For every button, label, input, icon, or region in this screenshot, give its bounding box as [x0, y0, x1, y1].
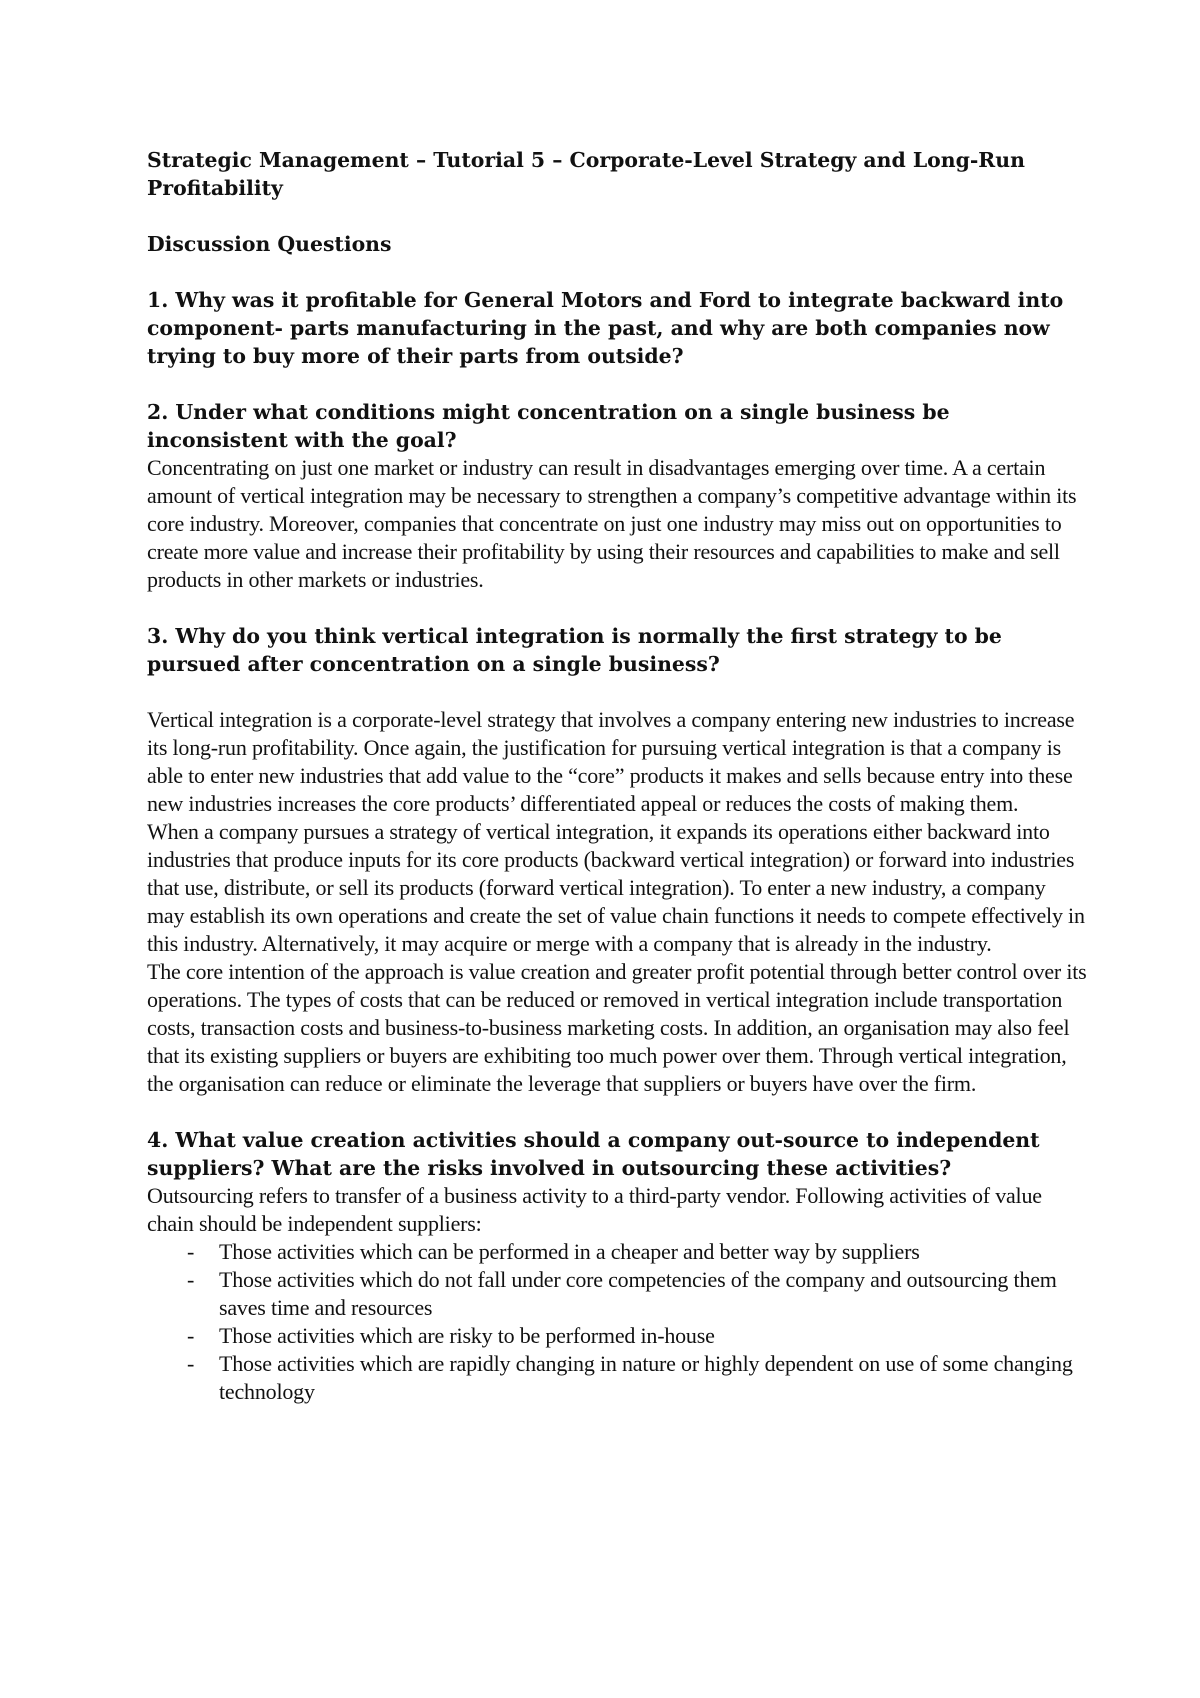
answer-4-intro: Outsourcing refers to transfer of a business activity to a third-party vendor. Following activities of value chain should be independent suppliers: [147, 1183, 1042, 1236]
list-item [147, 1238, 1087, 1266]
document-title: Strategic Management – Tutorial 5 – Corporate-Level Strategy and Long-Run Profitability [147, 148, 1025, 200]
list-item-text: Those activities which are risky to be performed in-house [219, 1323, 715, 1348]
document-body [147, 146, 1087, 1406]
section-heading: Discussion Questions [147, 232, 392, 256]
list-item-text: Those activities which are rapidly changing in nature or highly dependent on use of some changing technology [219, 1351, 1073, 1404]
question-2: 2. Under what conditions might concentration on a single business be inconsistent with the goal? [147, 400, 950, 452]
dash-bullet: - [187, 1351, 195, 1376]
dash-bullet: - [187, 1267, 195, 1292]
list-item [147, 1266, 1087, 1322]
question-4: 4. What value creation activities should a company out-source to independent suppliers? What are the risks involved in outsourcing these activities? [147, 1128, 1040, 1180]
list-item [147, 1350, 1087, 1406]
answer-3-paragraph-1: Vertical integration is a corporate-level strategy that involves a company entering new industries to increase its long-run profitability. Once again, the justification for pursuing vertical integration is that a company is able to enter new industries that add value to the “core” products it makes and sells because entry into these new industries increases the core products’ differentiated appeal or reduces the costs of making them. [147, 707, 1075, 816]
list-item-text: Those activities which do not fall under core competencies of the company and outsourcing them saves time and resources [219, 1267, 1057, 1320]
question-3: 3. Why do you think vertical integration is normally the first strategy to be pursued after concentration on a single business? [147, 624, 1002, 676]
answer-3-paragraph-3: The core intention of the approach is value creation and greater profit potential through better control over its operations. The types of costs that can be reduced or removed in vertical integration include transportation costs, transaction costs and business-to-business marketing costs. In addition, an organisation may also feel that its existing suppliers or buyers are exhibiting too much power over them. Through vertical integration, the organisation can reduce or eliminate the leverage that suppliers or buyers have over the firm. [147, 959, 1087, 1096]
question-1: 1. Why was it profitable for General Motors and Ford to integrate backward into component- parts manufacturing in the past, and why are both companies now trying to buy more of their parts from outside? [147, 288, 1064, 368]
outsourcing-activities-list [147, 1238, 1087, 1406]
dash-bullet: - [187, 1239, 195, 1264]
dash-bullet: - [187, 1323, 195, 1348]
list-item-text: Those activities which can be performed in a cheaper and better way by suppliers [219, 1239, 920, 1264]
answer-3-paragraph-2: When a company pursues a strategy of vertical integration, it expands its operations either backward into industries that produce inputs for its core products (backward vertical integration) or forward into industries that use, distribute, or sell its products (forward vertical integration). To enter a new industry, a company may establish its own operations and create the set of value chain functions it needs to compete effectively in this industry. Alternatively, it may acquire or merge with a company that is already in the industry. [147, 819, 1085, 956]
answer-2: Concentrating on just one market or industry can result in disadvantages emerging over time. A a certain amount of vertical integration may be necessary to strengthen a company’s competitive advantage within its core industry. Moreover, companies that concentrate on just one industry may miss out on opportunities to create more value and increase their profitability by using their resources and capabilities to make and sell products in other markets or industries. [147, 455, 1077, 592]
list-item [147, 1322, 1087, 1350]
